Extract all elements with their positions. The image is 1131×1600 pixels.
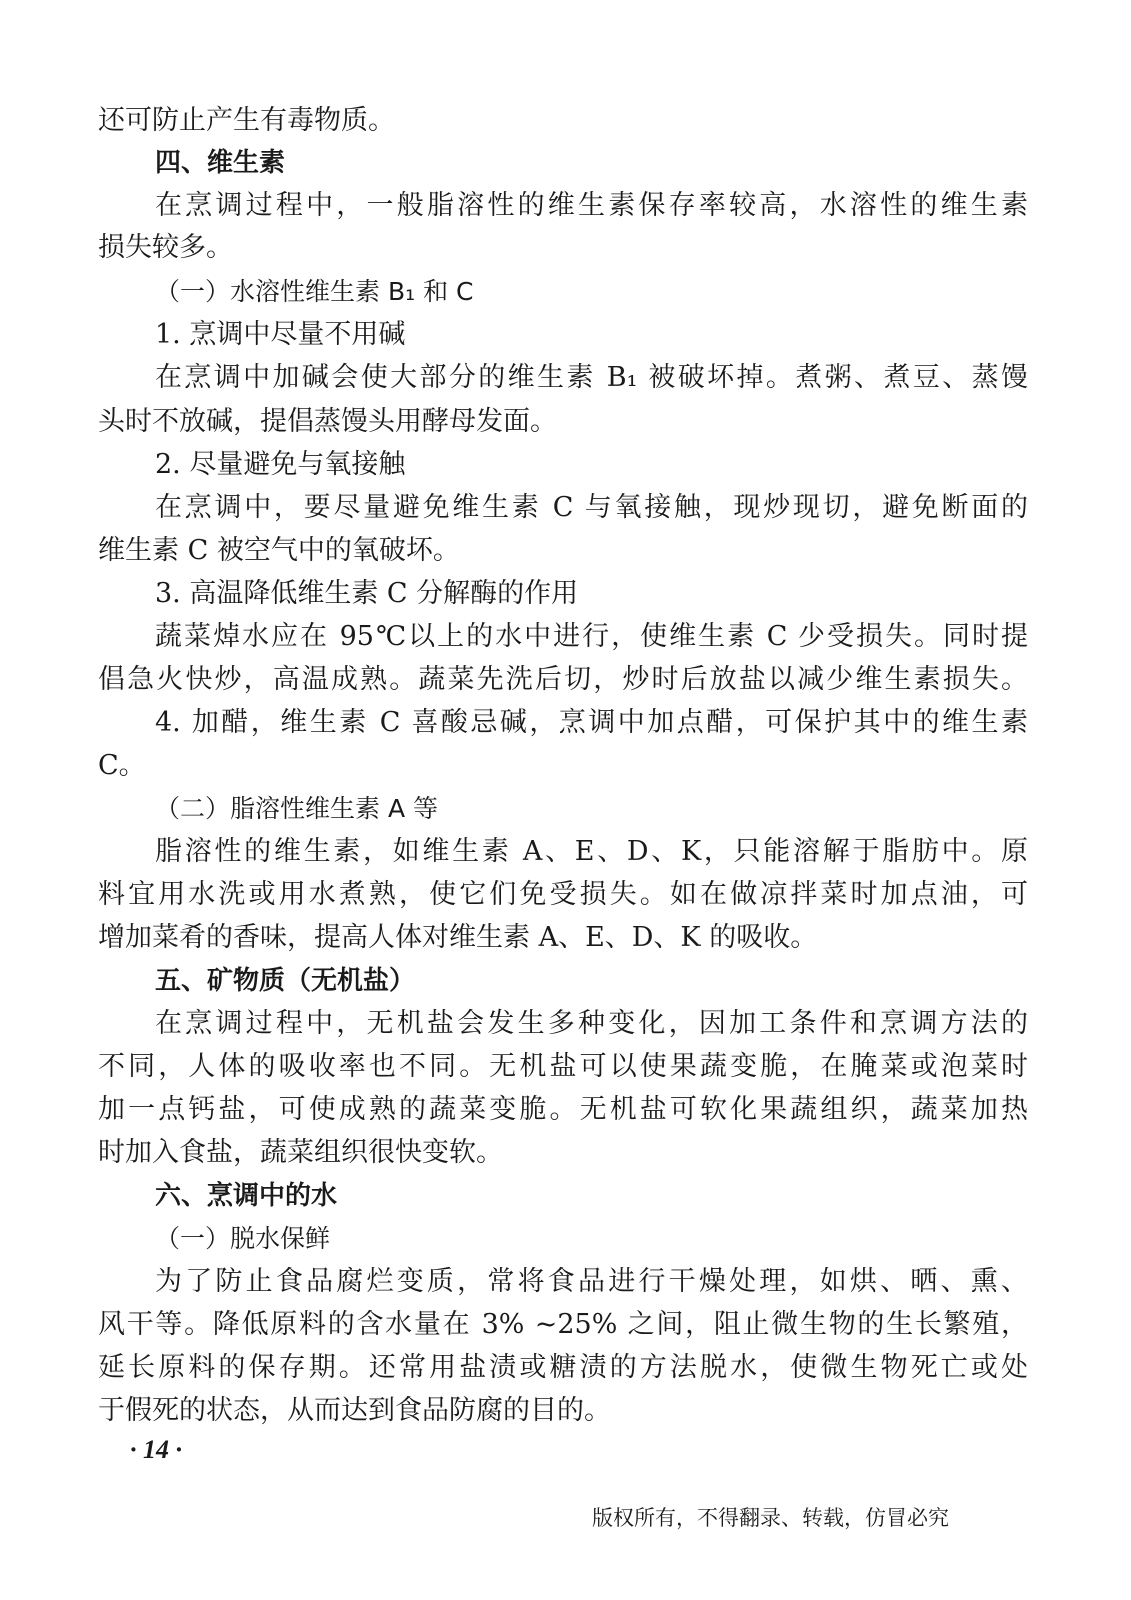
body-line: 还可防止产生有毒物质。 (98, 105, 395, 136)
body-line: 蔬菜焯水应在 95℃以上的水中进行，使维生素 C 少受损失。同时提 (155, 621, 1028, 652)
body-line: 维生素 C 被空气中的氧破坏。 (98, 535, 460, 566)
body-line: 头时不放碱，提倡蒸馒头用酵母发面。 (98, 406, 557, 437)
body-line: 增加菜肴的香味，提高人体对维生素 A、E、D、K 的吸收。 (98, 922, 818, 953)
subsection-heading: （二）脂溶性维生素 A 等 (155, 794, 438, 823)
section-heading: 六、烹调中的水 (155, 1181, 338, 1211)
body-line: 在烹调中加碱会使大部分的维生素 B₁ 被破坏掉。煮粥、煮豆、蒸馒 (155, 362, 1028, 393)
body-line: 在烹调过程中，一般脂溶性的维生素保存率较高，水溶性的维生素 (155, 190, 1028, 221)
section-heading: 四、维生素 (155, 148, 286, 178)
item-heading: 2. 尽量避免与氧接触 (155, 449, 406, 480)
subsection-heading: （一）水溶性维生素 B₁ 和 C (155, 277, 474, 306)
body-line: 加一点钙盐，可使成熟的蔬菜变脆。无机盐可软化果蔬组织，蔬菜加热 (98, 1094, 1028, 1125)
section-heading: 五、矿物质（无机盐） (155, 966, 416, 996)
subsection-heading: （一）脱水保鲜 (155, 1224, 331, 1253)
body-line: 在烹调中，要尽量避免维生素 C 与氧接触，现炒现切，避免断面的 (155, 492, 1028, 523)
body-line: 脂溶性的维生素，如维生素 A、E、D、K，只能溶解于脂肪中。原 (155, 836, 1028, 867)
body-line: 风干等。降低原料的含水量在 3% ~25% 之间，阻止微生物的生长繁殖， (98, 1309, 1028, 1340)
item-heading: 1. 烹调中尽量不用碱 (155, 319, 406, 350)
body-line: 损失较多。 (98, 232, 233, 263)
body-line: 倡急火快炒，高温成熟。蔬菜先洗后切，炒时后放盐以减少维生素损失。 (98, 664, 1028, 695)
body-line: 4. 加醋，维生素 C 喜酸忌碱，烹调中加点醋，可保护其中的维生素 (155, 707, 1028, 738)
body-line: 于假死的状态，从而达到食品防腐的目的。 (98, 1395, 611, 1426)
body-line: 时加入食盐，蔬菜组织很快变软。 (98, 1137, 503, 1168)
body-line: 不同，人体的吸收率也不同。无机盐可以使果蔬变脆，在腌菜或泡菜时 (98, 1051, 1028, 1082)
page-number: · 14 · (130, 1435, 182, 1464)
body-line: 为了防止食品腐烂变质，常将食品进行干燥处理，如烘、晒、熏、 (155, 1266, 1028, 1297)
item-heading: 3. 高温降低维生素 C 分解酶的作用 (155, 578, 579, 609)
body-line: 料宜用水洗或用水煮熟，使它们免受损失。如在做凉拌菜时加点油，可 (98, 879, 1028, 910)
body-line: 延长原料的保存期。还常用盐渍或糖渍的方法脱水，使微生物死亡或处 (98, 1352, 1028, 1383)
copyright-notice: 版权所有，不得翻录、转载，仿冒必究 (592, 1506, 949, 1530)
body-line: C。 (98, 750, 146, 781)
body-line: 在烹调过程中，无机盐会发生多种变化，因加工条件和烹调方法的 (155, 1008, 1028, 1039)
